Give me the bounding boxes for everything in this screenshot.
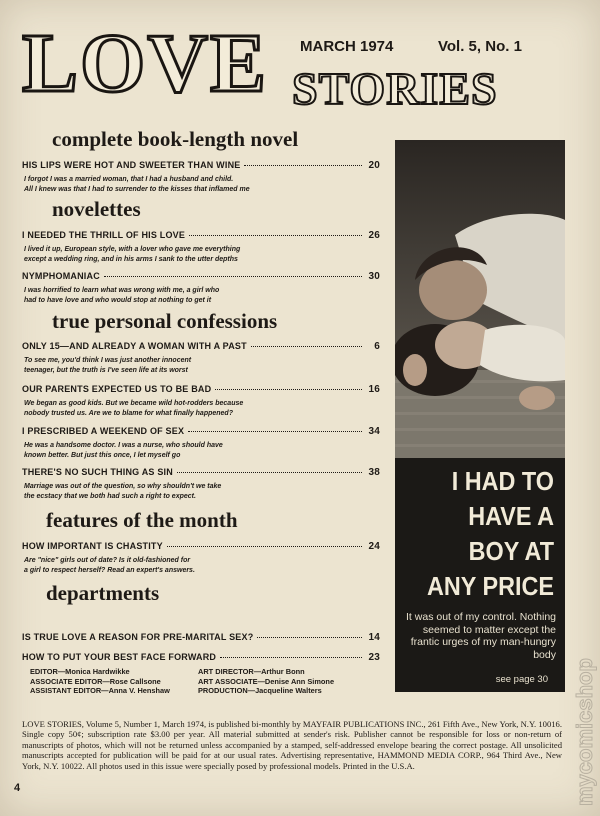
issue-date: MARCH 1974 — [300, 38, 394, 55]
watermark-text: mycomicshop — [572, 658, 597, 806]
watermark-logo — [564, 530, 600, 810]
issue-volume: Vol. 5, No. 1 — [438, 38, 522, 55]
toc-entry[interactable] — [22, 541, 380, 576]
entry-page: 38 — [368, 467, 380, 478]
promo-headline-line: ANY PRICE — [427, 571, 554, 601]
toc-entry[interactable] — [22, 652, 380, 663]
couple-photo-art — [395, 140, 565, 458]
entry-page: 14 — [368, 632, 380, 643]
entry-title: HOW IMPORTANT IS CHASTITY — [22, 541, 163, 551]
entry-blurb: I lived it up, European style, with a lover who gave me everything except a wedding ring, and in his arms I sank to the utter depths — [24, 246, 241, 263]
entry-blurb: We began as good kids. But we became wild hot-rodders because nobody trusted us. Are we to blame for what finally happened? — [24, 400, 244, 417]
staff-line: ART DIRECTOR—Arthur Bonn — [198, 667, 305, 676]
toc-entry[interactable] — [22, 271, 380, 306]
section-features: features of the month — [46, 508, 238, 532]
entry-page: 34 — [368, 426, 380, 437]
staff-line: PRODUCTION—Jacqueline Walters — [198, 686, 322, 696]
toc-entry[interactable] — [22, 230, 380, 265]
toc-entry[interactable] — [22, 632, 380, 643]
staff-line: EDITOR—Monica Hardwikke — [30, 667, 130, 676]
entry-blurb: To see me, you'd think I was just another innocent teenager, but the truth is I've seen life at its worst — [24, 357, 192, 374]
leader-dots — [167, 546, 362, 547]
entry-page: 16 — [368, 384, 380, 395]
entry-page: 6 — [374, 341, 380, 352]
section-confessions: true personal confessions — [52, 309, 278, 333]
entry-page: 23 — [368, 652, 380, 663]
entry-page: 30 — [368, 271, 380, 282]
entry-title: HIS LIPS WERE HOT AND SWEETER THAN WINE — [22, 160, 241, 170]
promo-subline: It was out of my control. Nothing seemed to matter except the frantic urges of my man-hungry body — [406, 611, 556, 661]
entry-title: NYMPHOMANIAC — [22, 271, 100, 281]
entry-blurb: Marriage was out of the question, so why shouldn't we take the ecstacy that we both had such a right to expect. — [24, 483, 222, 500]
staff-line: ASSOCIATE EDITOR—Rose Callsone — [30, 676, 161, 686]
leader-dots — [177, 472, 362, 473]
promo-headline-line: BOY AT — [468, 536, 554, 566]
promo-headline-line: I HAD TO — [451, 466, 554, 496]
staff-line: ASSISTANT EDITOR—Anna V. Henshaw — [30, 686, 170, 696]
promo-see-page: see page 30 — [495, 674, 548, 685]
toc-entry[interactable] — [22, 384, 380, 419]
leader-dots — [189, 235, 362, 236]
entry-page: 24 — [368, 541, 380, 552]
masthead-love: LOVE — [22, 17, 269, 110]
section-novelettes: novelettes — [52, 197, 141, 221]
toc-entry[interactable] — [22, 426, 380, 461]
couple-photo — [395, 140, 565, 458]
entry-blurb: He was a handsome doctor. I was a nurse, who should have known better. But just this once, I let myself go — [24, 442, 223, 459]
entry-blurb: I was horrified to learn what was wrong with me, a girl who had to have love and who would stop at nothing to get it — [24, 287, 220, 304]
section-departments: departments — [46, 581, 160, 605]
entry-page: 20 — [368, 160, 380, 171]
staff-credits-left — [30, 667, 170, 696]
entry-title: THERE'S NO SUCH THING AS SIN — [22, 467, 173, 477]
toc-entry[interactable] — [22, 467, 380, 502]
staff-credits-right — [198, 667, 334, 696]
section-novel: complete book-length novel — [52, 127, 299, 151]
leader-dots — [244, 165, 362, 166]
leader-dots — [215, 389, 362, 390]
staff-line: ART ASSOCIATE—Denise Ann Simone — [198, 676, 335, 686]
entry-title: HOW TO PUT YOUR BEST FACE FORWARD — [22, 652, 217, 662]
masthead-stories: STORIES — [292, 63, 498, 114]
page-number: 4 — [14, 782, 21, 794]
publication-notice: LOVE STORIES, Volume 5, Number 1, March 1974, is published bi-monthly by MAYFAIR PUBLICATIONS INC., 261 Fifth Ave., New York, N.Y. 10016. Single copy 50¢; subscription rate $3.00 per year. All material submitted at sender's risk. Publisher cannot be responsible for loss or non-return of manuscripts of photos, which will not be returned unless accompanied by a stamped, self-addressed envelope bearing the correct postage. All unsolicited manuscripts accepted for publication will be paid for at our usual rates. Advertising representative, HAMMOND MEDIA CORP., 964 Third Ave., New York, N.Y. 10022. All photos used in this issue were specially posed by professional models. Printed in the U.S.A. — [22, 719, 562, 771]
entry-page: 26 — [368, 230, 380, 241]
entry-title: ONLY 15—AND ALREADY A WOMAN WITH A PAST — [22, 341, 247, 351]
leader-dots — [251, 346, 362, 347]
leader-dots — [220, 657, 362, 658]
leader-dots — [104, 276, 362, 277]
promo-headline — [417, 464, 554, 604]
entry-title: OUR PARENTS EXPECTED US TO BE BAD — [22, 384, 212, 394]
leader-dots — [257, 637, 362, 638]
entry-title: IS TRUE LOVE A REASON FOR PRE-MARITAL SEX? — [22, 632, 254, 642]
entry-blurb: I forgot I was a married woman, that I had a husband and child. All I knew was that I had to surrender to the kisses that inflamed me — [24, 176, 250, 193]
entry-title: I NEEDED THE THRILL OF HIS LOVE — [22, 230, 186, 240]
entry-title: I PRESCRIBED A WEEKEND OF SEX — [22, 426, 185, 436]
toc-entry[interactable] — [22, 341, 380, 376]
leader-dots — [188, 431, 362, 432]
entry-blurb: Are "nice" girls out of date? Is it old-fashioned for a girl to respect herself? Read an expert's answers. — [24, 557, 195, 574]
promo-headline-line: HAVE A — [468, 501, 554, 531]
toc-entry[interactable] — [22, 160, 380, 195]
